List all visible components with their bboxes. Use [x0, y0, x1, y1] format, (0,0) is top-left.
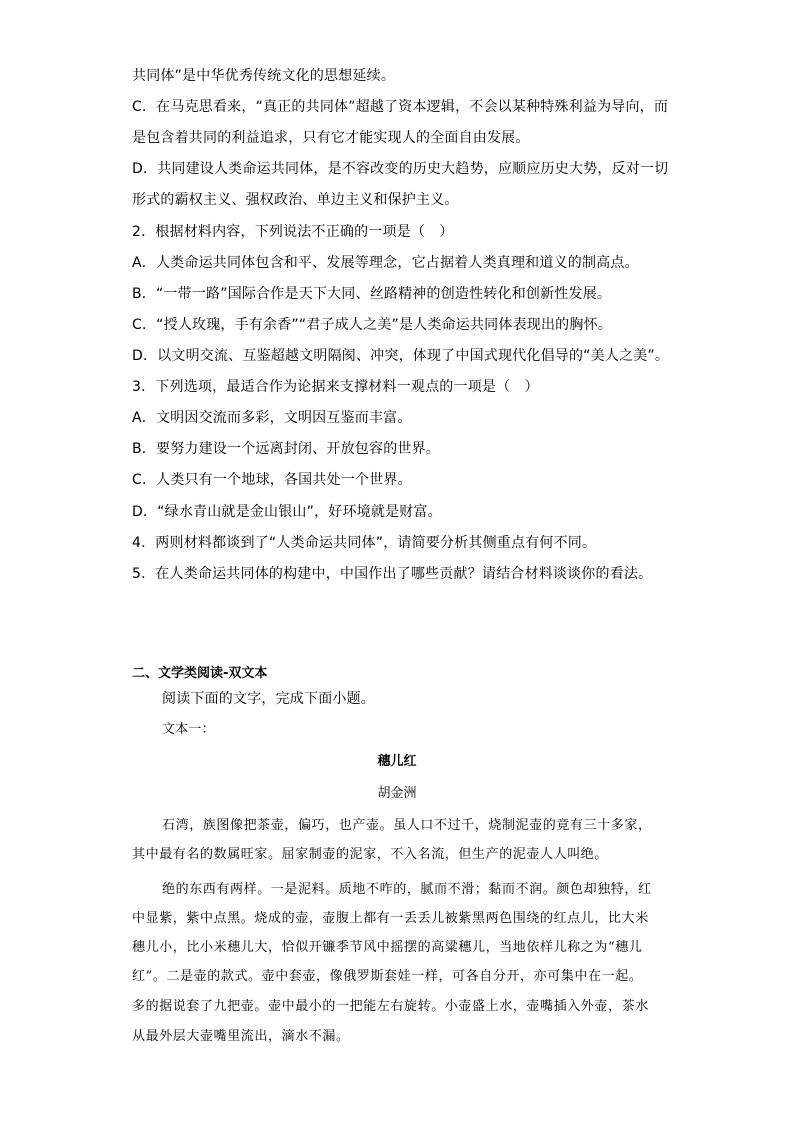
option-d-line: D．共同建设人类命运共同体，是不容改变的历史大趋势，应顺应历史大势，反对一切 — [132, 161, 669, 177]
text-line: 是包含着共同的利益追求，只有它才能实现人的全面自由发展。 — [132, 130, 530, 146]
question-5: 5．在人类命运共同体的构建中，中国作出了哪些贡献？请结合材料谈谈你的看法。 — [132, 566, 653, 582]
q3-option-d: D．“绿水青山就是金山银山”，好环境就是财富。 — [132, 504, 442, 520]
q3-option-a: A．文明因交流而多彩，文明因互鉴而丰富。 — [132, 410, 412, 426]
body-line: 中显紫，紫中点黑。烧成的壶，壶腹上都有一丢丢儿被紫黑两色围绕的红点儿，比大米 — [132, 911, 649, 926]
body-line: 石湾，族图像把茶壶，偏巧，也产壶。虽人口不过千，烧制泥壶的竟有三十多家， — [162, 818, 652, 833]
question-4: 4．两则材料都谈到了“人类命运共同体”，请简要分析其侧重点有何不同。 — [132, 535, 597, 551]
q2-option-a: A．人类命运共同体包含和平、发展等理念，它占据着人类真理和道义的制高点。 — [132, 255, 639, 271]
q3-option-c: C．人类只有一个地球，各国共处一个世界。 — [132, 472, 412, 488]
option-c-line: C．在马克思看来，“真正的共同体”超越了资本逻辑，不会以某种特殊利益为导向，而 — [132, 99, 669, 115]
q2-option-d: D．以文明交流、互鉴超越文明隔阂、冲突，体现了中国式现代化倡导的“美人之美”。 — [132, 348, 670, 364]
essay-author: 胡金洲 — [377, 786, 417, 801]
text-line: 共同体”是中华优秀传统文化的思想延续。 — [132, 68, 396, 84]
body-line: 红”。二是壶的款式。壶中套壶，像俄罗斯套娃一样，可各自分开，亦可集中在一起。 — [132, 969, 643, 984]
body-line: 从最外层大壶嘴里流出，滴水不漏。 — [132, 1029, 350, 1044]
q2-option-b: B．“一带一路”国际合作是天下大同、丝路精神的创造性转化和创新性发展。 — [132, 286, 612, 302]
q2-option-c: C．“授人玫瑰，手有余香”“君子成人之美”是人类命运共同体表现出的胸怀。 — [132, 317, 612, 333]
essay-title: 穗儿红 — [377, 754, 417, 769]
body-line: 多的据说套了九把壶。壶中最小的一把能左右旋转。小壶盛上水，壶嘴插入外壶，茶水 — [132, 999, 649, 1014]
instruction: 阅读下面的文字，完成下面小题。 — [162, 691, 375, 707]
text-line: 形式的霸权主义、强权政治、单边主义和保护主义。 — [132, 192, 459, 208]
text-label: 文本一： — [162, 722, 215, 737]
question-2: 2．根据材料内容，下列说法不正确的一项是（ ） — [132, 224, 454, 240]
question-3: 3．下列选项，最适合作为论据来支撑材料一观点的一项是（ ） — [132, 379, 539, 395]
body-line: 其中最有名的数属旺家。屈家制壶的泥家，不入名流，但生产的泥壶人人叫绝。 — [132, 847, 609, 862]
section-title: 二、文学类阅读-双文本 — [132, 666, 268, 681]
q3-option-b: B．要努力建设一个远离封闭、开放包容的世界。 — [132, 441, 441, 457]
body-line: 绝的东西有两样。一是泥料。质地不咋的，腻而不滑；黏而不润。颜色却独特，红 — [162, 882, 652, 897]
body-line: 穗儿小，比小米穗儿大，恰似开镰季节风中摇摆的高粱穗儿，当地依样儿称之为“穗儿 — [132, 940, 643, 955]
